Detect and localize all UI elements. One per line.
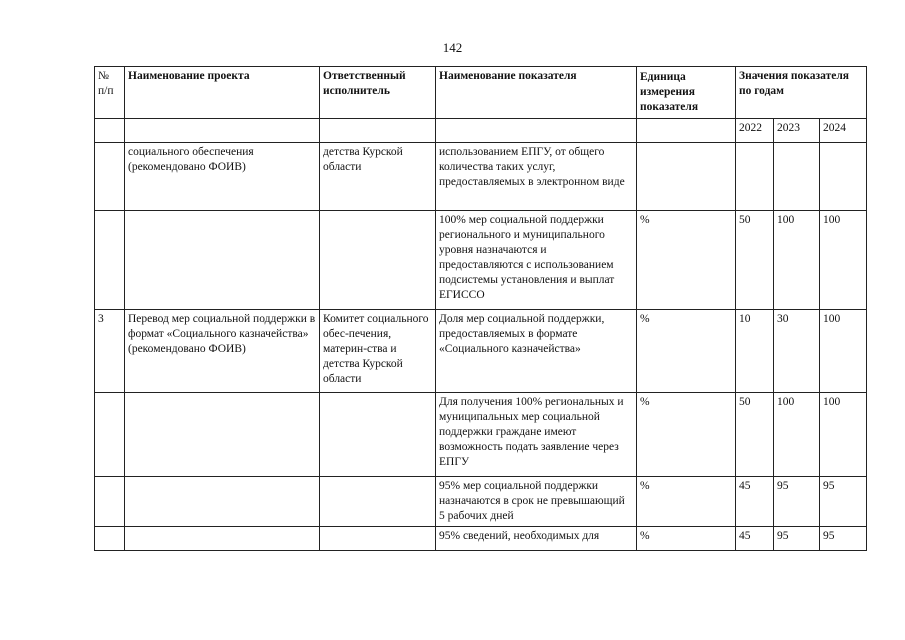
cell-executor: Комитет социального обес-печения, материн-ства и детства Курской области — [320, 310, 436, 393]
cell-indicator: Для получения 100% региональных и муниципальных мер социальной поддержки граждане имеют возможность подать заявление через ЕПГУ — [436, 393, 637, 477]
years-row — [95, 119, 867, 143]
cell-2022: 10 — [736, 310, 774, 393]
cell-project: социального обеспечения (рекомендовано ФОИВ) — [125, 143, 320, 211]
cell-2023 — [774, 143, 820, 211]
cell-2023: 30 — [774, 310, 820, 393]
cell-2023: 100 — [774, 211, 820, 310]
cell-2022 — [736, 143, 774, 211]
cell-unit: % — [637, 393, 736, 477]
cell-2024: 95 — [820, 477, 867, 527]
cell-2022: 50 — [736, 393, 774, 477]
years-row-empty-project — [125, 119, 320, 143]
cell-indicator: 95% сведений, необходимых для — [436, 527, 637, 551]
years-row-empty-num — [95, 119, 125, 143]
cell-unit — [637, 143, 736, 211]
cell-project: Перевод мер социальной поддержки в формат «Социального казначейства» (рекомендовано ФОИВ) — [125, 310, 320, 393]
header-unit: Единица измерения показателя — [637, 67, 736, 119]
cell-2024: 100 — [820, 310, 867, 393]
table-row — [95, 211, 867, 310]
cell-project — [125, 477, 320, 527]
year-2023: 2023 — [774, 119, 820, 143]
cell-num — [95, 143, 125, 211]
cell-2024: 100 — [820, 211, 867, 310]
years-row-empty-unit — [637, 119, 736, 143]
header-row — [95, 67, 867, 119]
table-row — [95, 527, 867, 551]
cell-unit: % — [637, 477, 736, 527]
cell-num — [95, 527, 125, 551]
header-values: Значения показателя по годам — [736, 67, 867, 119]
header-project: Наименование проекта — [125, 67, 320, 119]
cell-num — [95, 477, 125, 527]
cell-executor: детства Курской области — [320, 143, 436, 211]
table-row — [95, 477, 867, 527]
cell-2023: 95 — [774, 527, 820, 551]
table-row — [95, 310, 867, 393]
year-2022: 2022 — [736, 119, 774, 143]
cell-num — [95, 393, 125, 477]
cell-executor — [320, 393, 436, 477]
table-row — [95, 393, 867, 477]
cell-2024: 100 — [820, 393, 867, 477]
cell-2022: 45 — [736, 527, 774, 551]
cell-executor — [320, 211, 436, 310]
cell-2024 — [820, 143, 867, 211]
cell-executor — [320, 527, 436, 551]
page-number: 142 — [442, 40, 463, 55]
table-row — [95, 143, 867, 211]
cell-unit: % — [637, 211, 736, 310]
cell-2022: 50 — [736, 211, 774, 310]
cell-indicator: 100% мер социальной поддержки регионального и муниципального уровня назначаются и предоставляются с использованием подсистемы установления и выплат ЕГИССО — [436, 211, 637, 310]
header-indicator: Наименование показателя — [436, 67, 637, 119]
year-2024: 2024 — [820, 119, 867, 143]
cell-num — [95, 211, 125, 310]
years-row-empty-indicator — [436, 119, 637, 143]
cell-executor — [320, 477, 436, 527]
cell-2023: 100 — [774, 393, 820, 477]
cell-num: 3 — [95, 310, 125, 393]
cell-project — [125, 393, 320, 477]
cell-project — [125, 211, 320, 310]
cell-unit: % — [637, 527, 736, 551]
cell-unit: % — [637, 310, 736, 393]
years-row-empty-executor — [320, 119, 436, 143]
cell-indicator: 95% мер социальной поддержки назначаются в срок не превышающий 5 рабочих дней — [436, 477, 637, 527]
cell-2022: 45 — [736, 477, 774, 527]
header-executor: Ответственный исполнитель — [320, 67, 436, 119]
cell-indicator: Доля мер социальной поддержки, предоставляемых в формате «Социального казначейства» — [436, 310, 637, 393]
cell-indicator: использованием ЕПГУ, от общего количества таких услуг, предоставляемых в электронном виде — [436, 143, 637, 211]
cell-project — [125, 527, 320, 551]
cell-2024: 95 — [820, 527, 867, 551]
indicators-table — [94, 66, 867, 551]
cell-2023: 95 — [774, 477, 820, 527]
header-num: № п/п — [95, 67, 125, 119]
